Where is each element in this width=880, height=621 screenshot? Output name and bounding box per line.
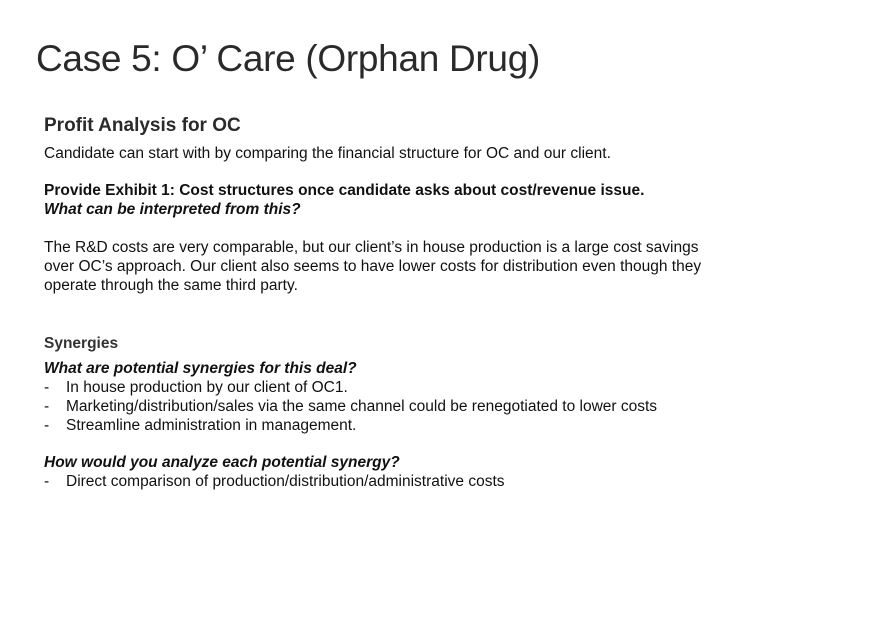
answer-line-1: The R&D costs are very comparable, but our client’s in house production is a large cost savings <box>44 239 699 256</box>
slide-title: Case 5: O’ Care (Orphan Drug) <box>36 38 541 79</box>
slide-content <box>44 114 844 491</box>
list-item <box>44 472 844 491</box>
synergy-item-text: Marketing/distribution/sales via the same channel could be renegotiated to lower costs <box>66 398 658 415</box>
synergies-heading: Synergies <box>44 335 119 352</box>
list-item <box>44 397 844 416</box>
analysis-item-text: Direct comparison of production/distribution/administrative costs <box>66 473 505 490</box>
bullet-marker: - <box>44 379 50 396</box>
bullet-marker: - <box>44 417 50 434</box>
profit-intro-text: Candidate can start with by comparing the financial structure for OC and our client. <box>44 145 611 162</box>
analysis-question: How would you analyze each potential synergy? <box>44 454 400 471</box>
synergy-item-text: In house production by our client of OC1. <box>66 379 348 396</box>
interpretation-question: What can be interpreted from this? <box>44 201 301 218</box>
answer-line-3: operate through the same third party. <box>44 277 298 294</box>
exhibit-instruction: Provide Exhibit 1: Cost structures once candidate asks about cost/revenue issue. <box>44 182 645 199</box>
synergies-question: What are potential synergies for this deal? <box>44 360 357 377</box>
synergy-item-text: Streamline administration in management. <box>66 417 357 434</box>
profit-analysis-heading: Profit Analysis for OC <box>44 115 241 136</box>
answer-line-2: over OC’s approach. Our client also seems to have lower costs for distribution even though they <box>44 258 702 275</box>
bullet-marker: - <box>44 398 50 415</box>
list-item <box>44 416 844 435</box>
list-item <box>44 378 844 397</box>
bullet-marker: - <box>44 473 50 490</box>
